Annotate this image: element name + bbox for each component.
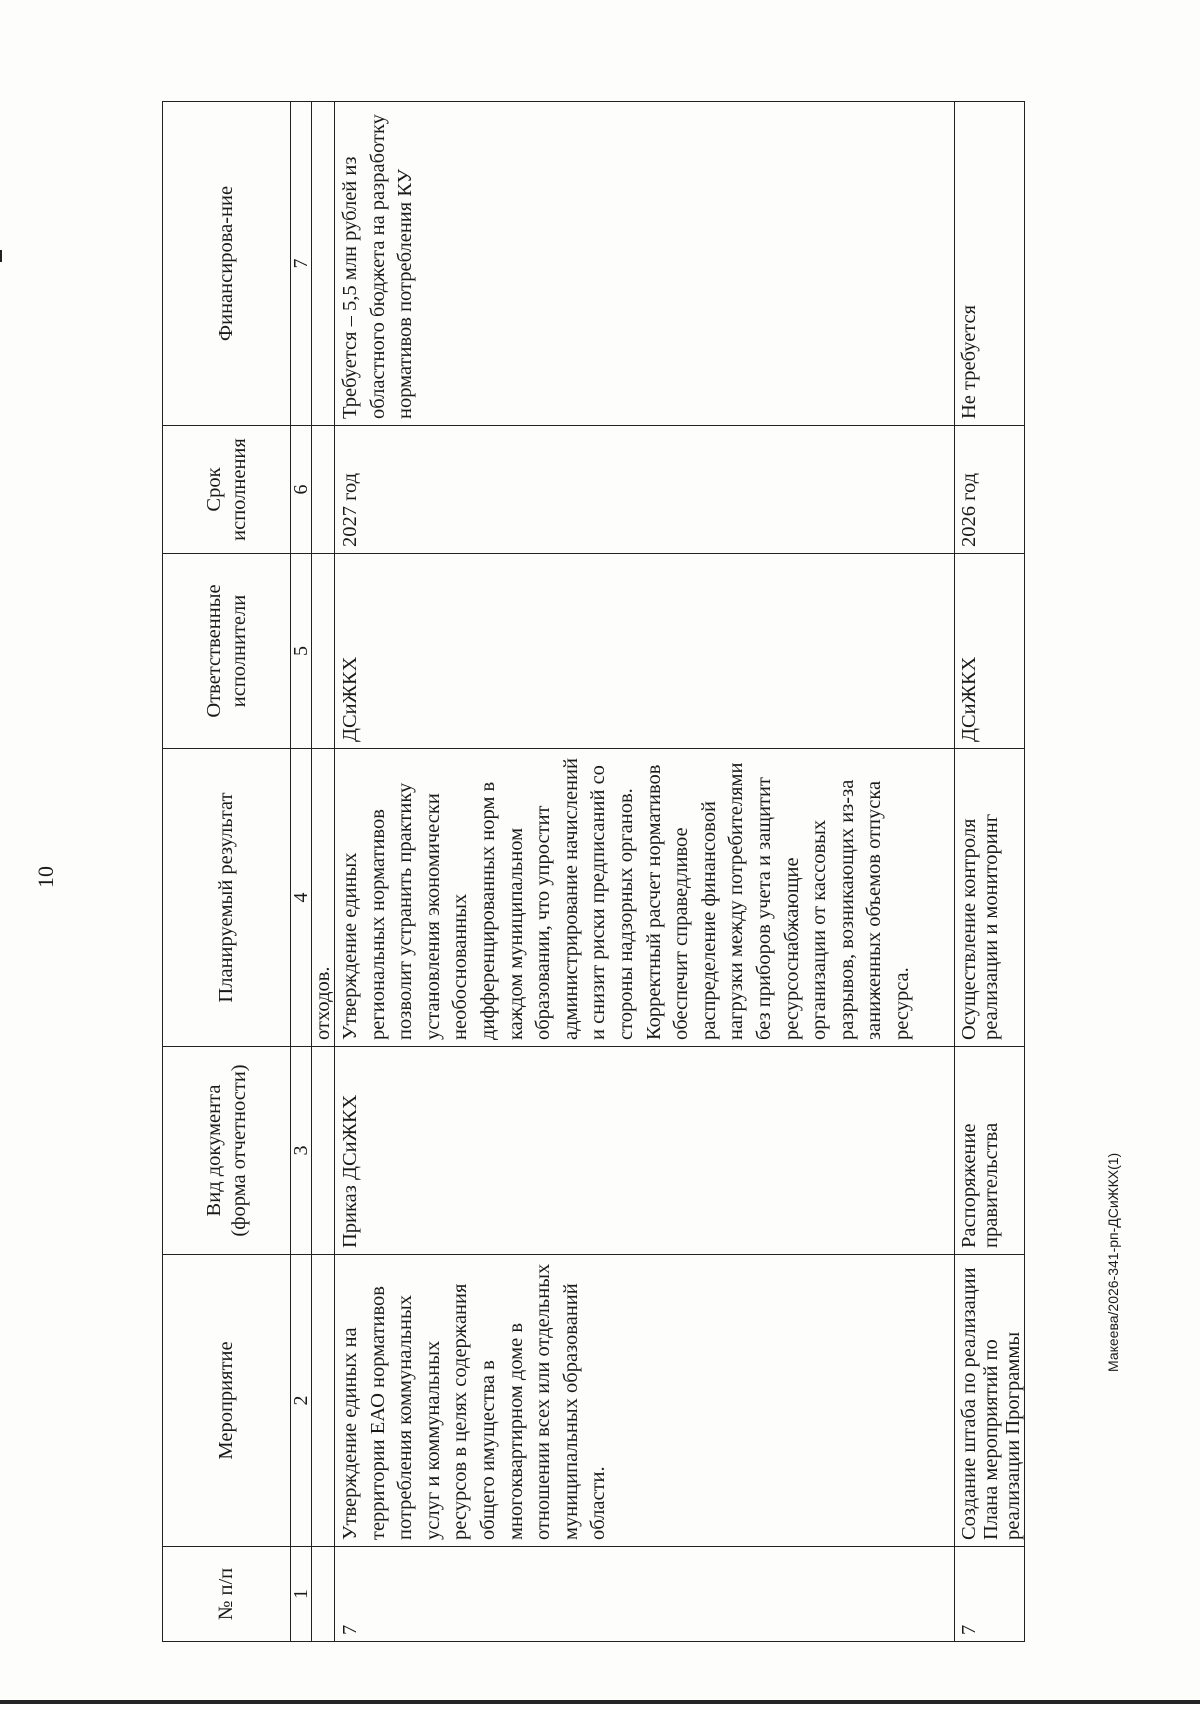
table-cell bbox=[312, 1047, 335, 1255]
row-event: Утверждение единых на территории ЕАО нормативов потребления коммунальных услуг и коммунальных ресурсов в целях содержания общего имущества в многоквартирном доме в отношении всех или отдельных муниципальных образований области. bbox=[335, 1255, 955, 1547]
row-term: 2026 год bbox=[955, 426, 1025, 554]
page-number: 10 bbox=[33, 866, 58, 888]
row-executor: ДСиЖКХ bbox=[335, 554, 955, 749]
row-document: Распоряжение правительства bbox=[955, 1047, 1025, 1255]
header-number: № п/п bbox=[163, 1547, 291, 1642]
rotated-document bbox=[25, 82, 1175, 1672]
header-executor: Ответственные исполнители bbox=[163, 554, 291, 749]
column-number: 3 bbox=[291, 1047, 312, 1255]
table-cell bbox=[312, 554, 335, 749]
row-document: Приказ ДСиЖКХ bbox=[335, 1047, 955, 1255]
header-result: Планируемый результат bbox=[163, 749, 291, 1047]
header-row bbox=[163, 102, 291, 1642]
table-cell bbox=[312, 1547, 335, 1642]
row-term: 2027 год bbox=[335, 426, 955, 554]
column-number: 6 bbox=[291, 426, 312, 554]
row-financing: Требуется – 5,5 млн рублей из областного бюджета на разработку нормативов потребления КУ bbox=[335, 102, 955, 426]
table-row bbox=[335, 102, 955, 1642]
table-row bbox=[955, 102, 1025, 1642]
row-number: 7 bbox=[335, 1547, 955, 1642]
column-number: 1 bbox=[291, 1547, 312, 1642]
row-result: Утверждение единых региональных нормативов позволит устранить практику установления экономически необоснованных дифференцированных норм в каждом муниципальном образовании, что упростит администрирование начислений и снизит риски предписаний со стороны надзорных органов. Корректный расчет нормативов обеспечит справедливое распределение финансовой нагрузки между потребителями без приборов учета и защитит ресурсоснабжающие организации от кассовых разрывов, возникающих из-за заниженных объемов отпуска ресурса. bbox=[335, 749, 955, 1047]
table-cell bbox=[312, 102, 335, 426]
header-term: Срок исполнения bbox=[163, 426, 291, 554]
header-document: Вид документа (форма отчетности) bbox=[163, 1047, 291, 1255]
column-number: 5 bbox=[291, 554, 312, 749]
header-event: Мероприятие bbox=[163, 1255, 291, 1547]
row-result: Осуществление контроля реализации и мониторинг bbox=[955, 749, 1025, 1047]
row-number: 7 bbox=[955, 1547, 1025, 1642]
row-financing: Не требуется bbox=[955, 102, 1025, 426]
continuation-text: отходов. bbox=[312, 749, 335, 1047]
row-event: Создание штаба по реализации Плана мероприятий по реализации Программы bbox=[955, 1255, 1025, 1547]
action-plan-table bbox=[162, 101, 1025, 1642]
column-number: 4 bbox=[291, 749, 312, 1047]
row-executor: ДСиЖКХ bbox=[955, 554, 1025, 749]
header-financing: Финансирова-ние bbox=[163, 102, 291, 426]
scan-edge-line bbox=[0, 250, 2, 262]
table-cell bbox=[312, 1255, 335, 1547]
column-number: 2 bbox=[291, 1255, 312, 1547]
column-number-row bbox=[291, 102, 312, 1642]
column-number: 7 bbox=[291, 102, 312, 426]
document-code: Макеева/2026-341-рп-ДСиЖКХ(1) bbox=[1105, 1152, 1121, 1372]
table-cell bbox=[312, 426, 335, 554]
scan-edge-line bbox=[0, 1700, 1200, 1704]
continuation-row bbox=[312, 102, 335, 1642]
